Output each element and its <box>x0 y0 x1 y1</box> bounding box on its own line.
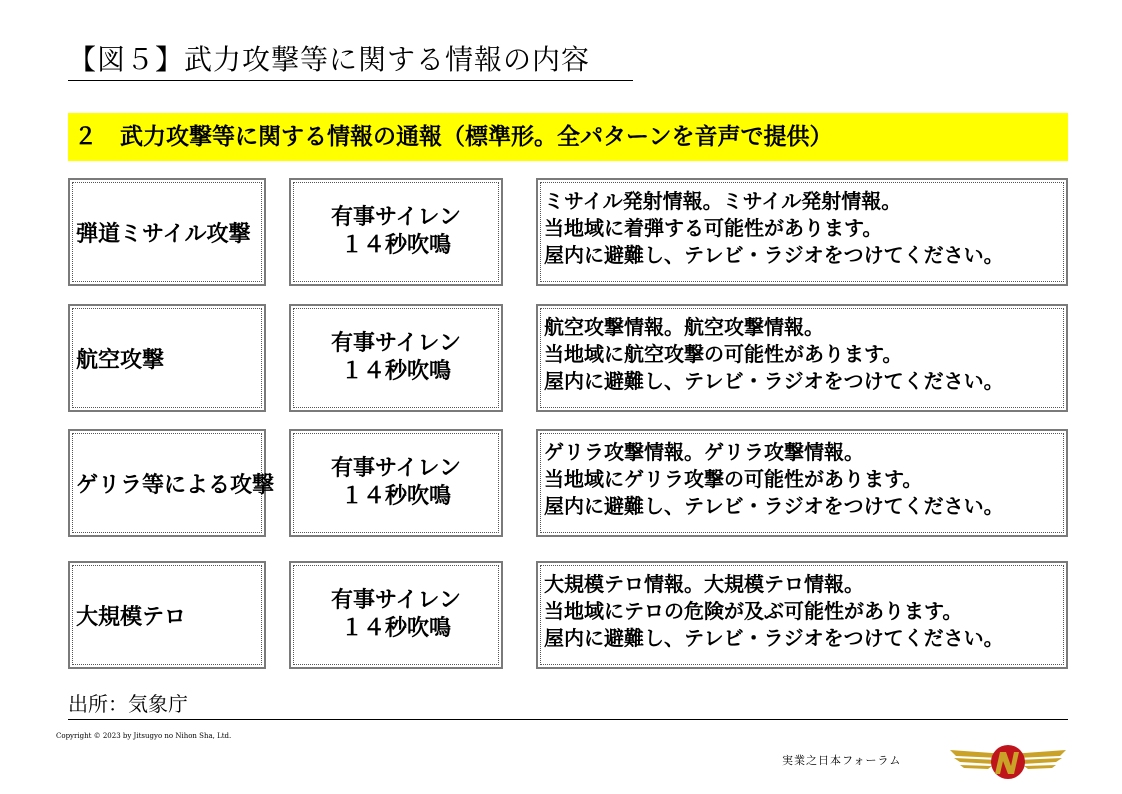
siren-line-1: 有事サイレン <box>331 331 461 356</box>
siren-cell <box>289 304 503 412</box>
category-cell <box>68 178 266 286</box>
message-line: 当地域にゲリラ攻撃の可能性があります。 <box>544 467 923 491</box>
message-line: 屋内に避難し、テレビ・ラジオをつけてください。 <box>544 369 1004 393</box>
message-cell <box>536 304 1068 412</box>
message-line: 屋内に避難し、テレビ・ラジオをつけてください。 <box>544 243 1004 267</box>
publisher-name: 実業之日本フォーラム <box>782 754 902 767</box>
message-line: 当地域にテロの危険が及ぶ可能性があります。 <box>544 599 963 623</box>
message-line: 航空攻撃情報。航空攻撃情報。 <box>544 315 824 339</box>
siren-cell <box>289 429 503 537</box>
message-line: 屋内に避難し、テレビ・ラジオをつけてください。 <box>544 494 1004 518</box>
message-line: ゲリラ攻撃情報。ゲリラ攻撃情報。 <box>544 440 864 464</box>
source-note: 出所：気象庁 <box>68 692 188 716</box>
message-line: 当地域に航空攻撃の可能性があります。 <box>544 342 903 366</box>
siren-cell <box>289 561 503 669</box>
category-label: 大規模テロ <box>76 604 187 630</box>
footer-divider <box>68 719 1068 720</box>
siren-line-1: 有事サイレン <box>331 205 461 230</box>
figure-title: 【図５】武力攻撃等に関する情報の内容 <box>68 40 633 81</box>
copyright-notice: Copyright © 2023 by Jitsugyo no Nihon Sha, Ltd. <box>56 732 232 740</box>
category-label: 航空攻撃 <box>76 347 165 373</box>
category-cell <box>68 429 275 537</box>
siren-line-2: １４秒吹鳴 <box>340 233 451 258</box>
category-label: 弾道ミサイル攻撃 <box>76 221 251 247</box>
siren-line-1: 有事サイレン <box>331 588 461 613</box>
message-cell <box>536 429 1068 537</box>
message-line: 大規模テロ情報。大規模テロ情報。 <box>544 572 864 596</box>
siren-cell <box>289 178 503 286</box>
siren-line-1: 有事サイレン <box>331 456 461 481</box>
section-banner: ２ 武力攻撃等に関する情報の通報（標準形。全パターンを音声で提供） <box>68 113 1068 161</box>
siren-line-2: １４秒吹鳴 <box>340 484 451 509</box>
category-label: ゲリラ等による攻撃 <box>76 472 275 498</box>
message-cell <box>536 561 1068 669</box>
siren-line-2: １４秒吹鳴 <box>340 616 451 641</box>
category-cell <box>68 561 266 669</box>
message-line: 屋内に避難し、テレビ・ラジオをつけてください。 <box>544 626 1004 650</box>
category-cell <box>68 304 266 412</box>
message-line: 当地域に着弾する可能性があります。 <box>544 216 883 240</box>
message-cell <box>536 178 1068 286</box>
jnf-winged-logo-icon <box>948 740 1068 784</box>
message-line: ミサイル発射情報。ミサイル発射情報。 <box>544 189 902 213</box>
siren-line-2: １４秒吹鳴 <box>340 359 451 384</box>
